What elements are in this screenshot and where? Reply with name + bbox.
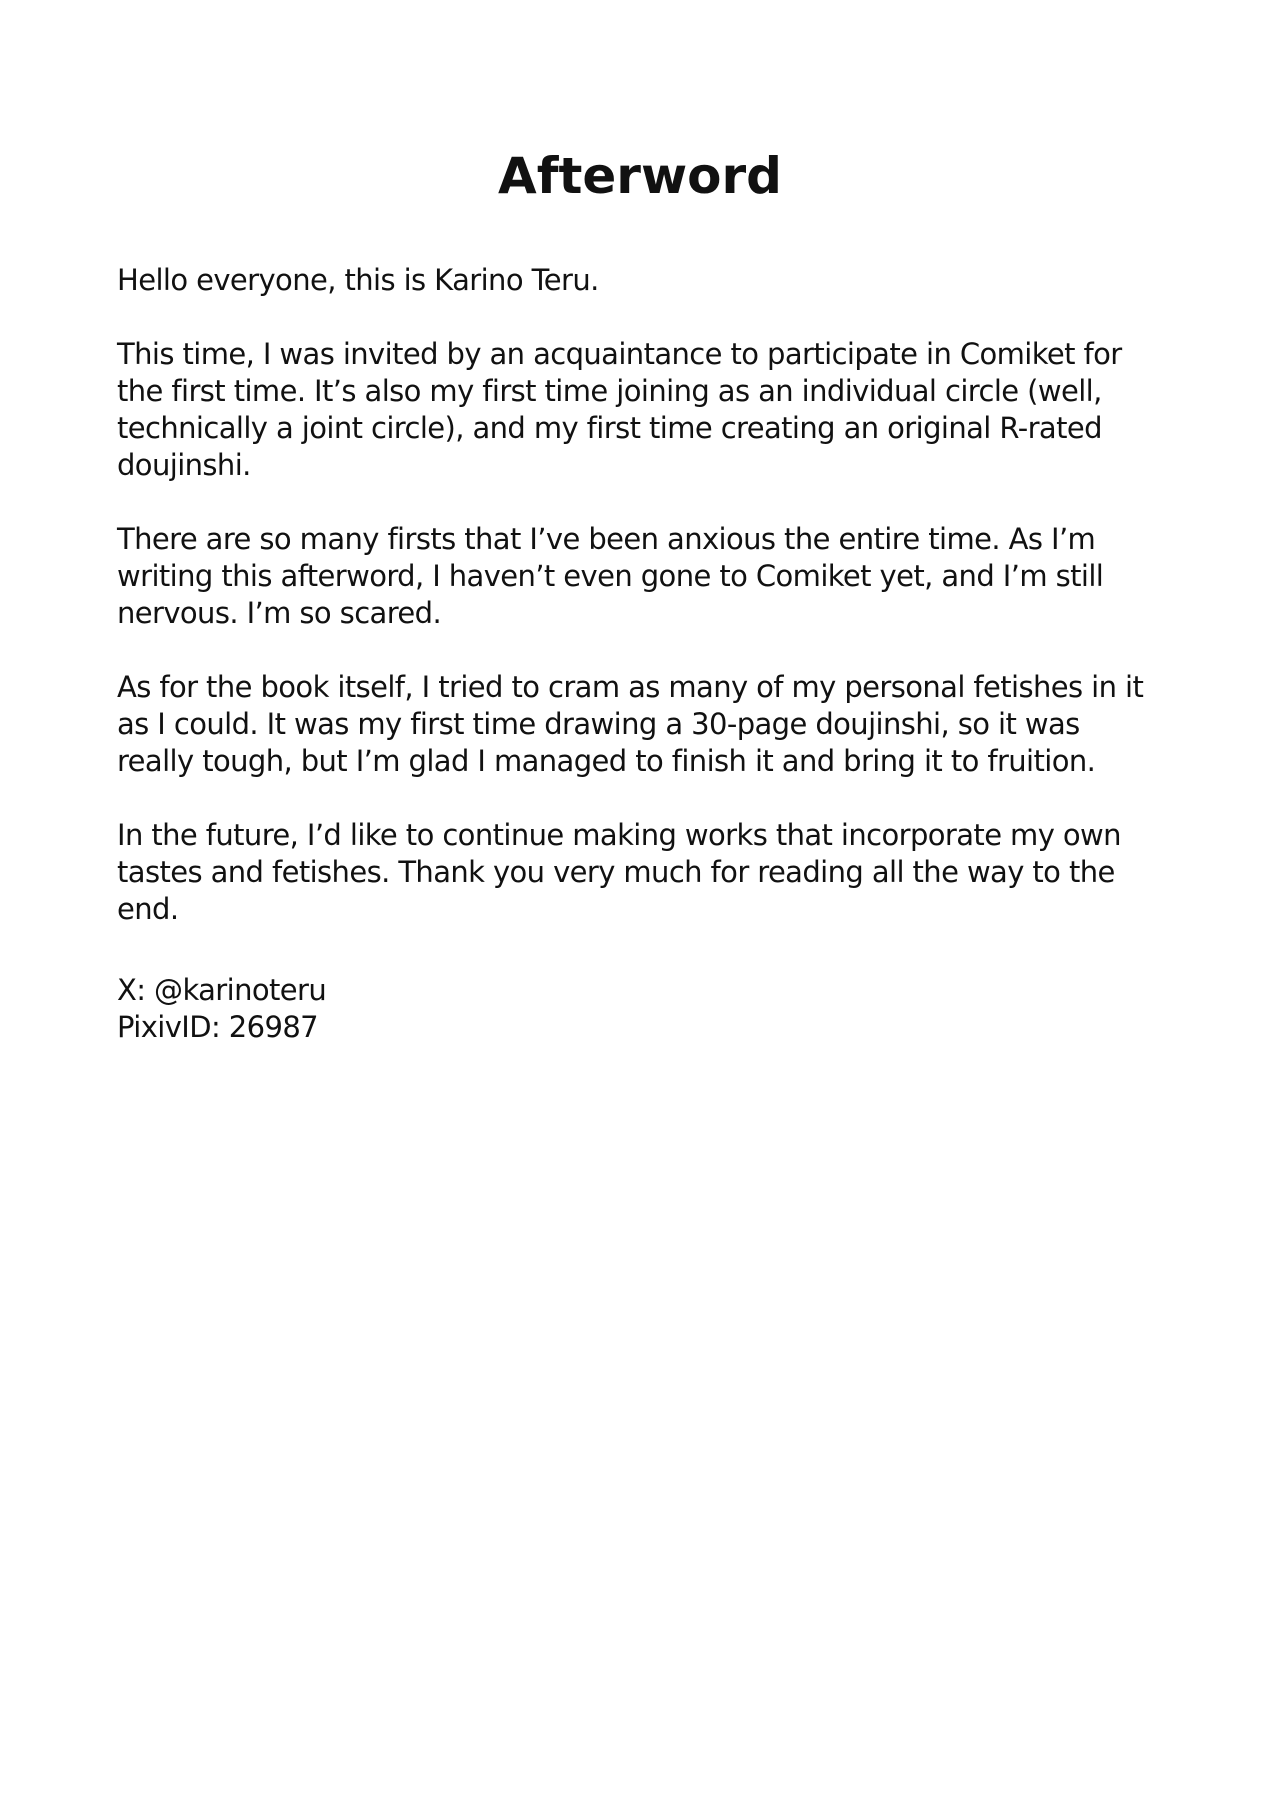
text-line: This time, I was invited by an acquaintance to participate in Comiket for xyxy=(117,337,1122,371)
page-title: Afterword xyxy=(498,147,782,205)
paragraph-anxiety xyxy=(117,521,1147,632)
paragraph-future xyxy=(117,817,1147,928)
text-line: tastes and fetishes. Thank you very much for reading all the way to the xyxy=(117,855,1115,889)
text-line: technically a joint circle), and my first time creating an original R-rated xyxy=(117,411,1102,445)
x-handle: X: @karinoteru xyxy=(117,973,327,1007)
paragraph-greeting xyxy=(117,262,1147,299)
text-line: Hello everyone, this is Karino Teru. xyxy=(117,263,599,297)
text-line: end. xyxy=(117,892,179,926)
text-line: doujinshi. xyxy=(117,448,251,482)
text-line: the first time. It’s also my first time joining as an individual circle (well, xyxy=(117,374,1102,408)
pixiv-id: PixivID: 26987 xyxy=(117,1010,319,1044)
paragraph-book xyxy=(117,669,1147,780)
text-line: As for the book itself, I tried to cram as many of my personal fetishes in it xyxy=(117,670,1144,704)
text-line: nervous. I’m so scared. xyxy=(117,596,442,630)
text-line: In the future, I’d like to continue making works that incorporate my own xyxy=(117,818,1121,852)
paragraph-invitation xyxy=(117,336,1147,484)
text-line: writing this afterword, I haven’t even gone to Comiket yet, and I’m still xyxy=(117,559,1104,593)
text-line: as I could. It was my first time drawing a 30-page doujinshi, so it was xyxy=(117,707,1080,741)
text-line: really tough, but I’m glad I managed to finish it and bring it to fruition. xyxy=(117,744,1096,778)
contact-info xyxy=(117,972,1147,1046)
text-line: There are so many firsts that I’ve been anxious the entire time. As I’m xyxy=(117,522,1096,556)
afterword-body xyxy=(117,262,1147,1046)
